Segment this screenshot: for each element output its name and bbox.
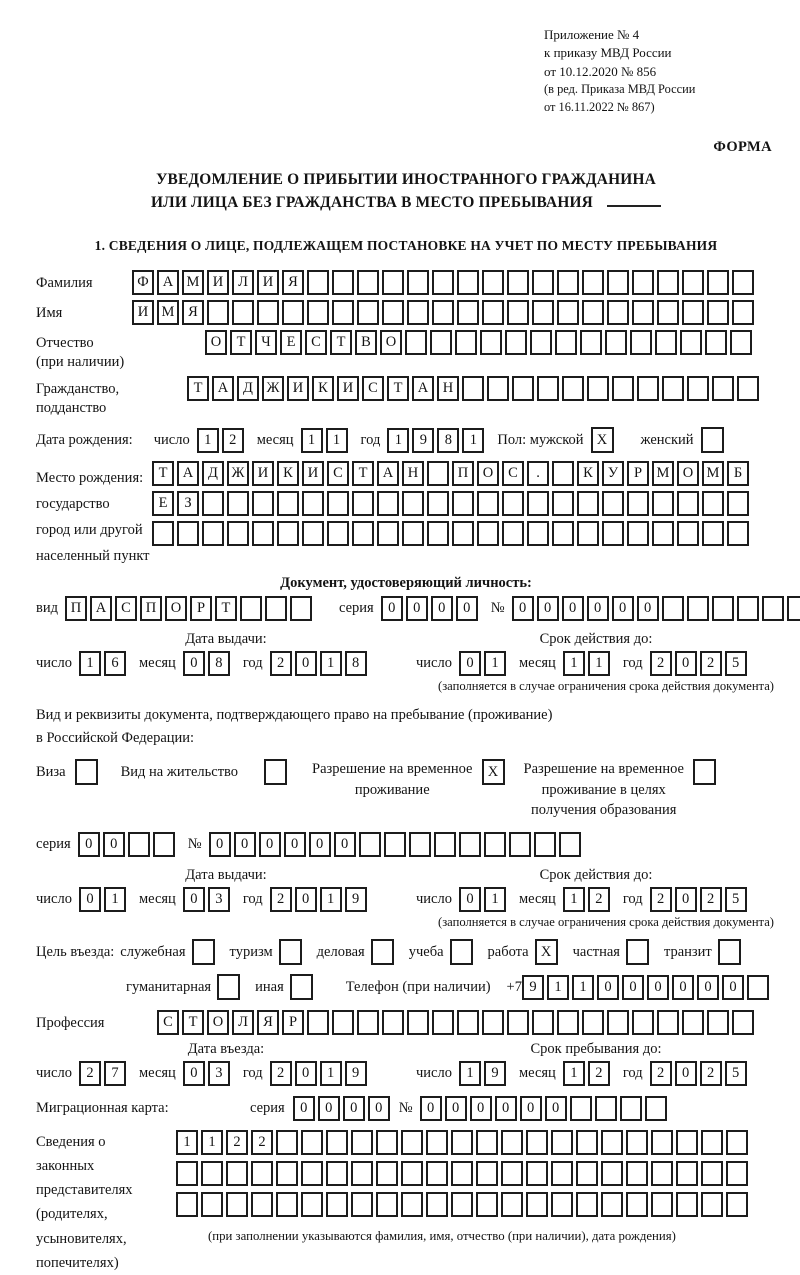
entry-year-input[interactable]: 2 0 1 9: [270, 1061, 370, 1086]
citizenship-row: [36, 376, 776, 418]
annex-subline: от 16.11.2022 № 867): [544, 99, 655, 114]
representatives-note: (при заполнении указываются фамилия, имя, отчество (при наличии), дата рождения): [208, 1229, 676, 1244]
year-label: год: [622, 654, 643, 671]
birth-month-input[interactable]: 1 1: [301, 428, 351, 453]
visa-checkbox[interactable]: [75, 759, 101, 785]
representatives-input-row1[interactable]: 1 1 2 2: [176, 1130, 776, 1155]
phone-label: Телефон (при наличии): [345, 978, 491, 995]
purpose-humanitarian: гуманитарная: [126, 974, 243, 1000]
purpose-tourism: туризм: [230, 939, 305, 965]
purpose-official-checkbox[interactable]: [192, 939, 218, 965]
year-label: год: [622, 891, 643, 908]
annex-subline: (в ред. Приказа МВД России: [544, 82, 696, 97]
entry-month-input[interactable]: 0 3: [183, 1061, 233, 1086]
page-title-line2: ИЛИ ЛИЦА БЕЗ ГРАЖДАНСТВА В МЕСТО ПРЕБЫВАНИЯ: [36, 191, 776, 214]
entry-day-input[interactable]: 2 7: [79, 1061, 129, 1086]
id-doc-issue-heading: Дата выдачи:: [185, 630, 267, 647]
id-doc-valid-col: [416, 631, 776, 676]
temp-residence-education-checkbox[interactable]: [693, 759, 719, 785]
section1-heading: 1. СВЕДЕНИЯ О ЛИЦЕ, ПОДЛЕЖАЩЕМ ПОСТАНОВКЕ НА УЧЕТ ПО МЕСТУ ПРЕБЫВАНИЯ: [94, 237, 718, 253]
month-label: месяц: [138, 1065, 176, 1082]
representatives-label: Сведения о законных представителях (родителях, усыновителях, попечителях): [36, 1134, 133, 1271]
birth-place-label: Место рождения: государство город или другой населенный пункт: [36, 470, 150, 565]
resid-doc-series-row: [36, 832, 776, 857]
id-doc-kind-label: вид: [36, 599, 58, 616]
day-label: число: [416, 654, 452, 671]
id-doc-valid-row: [416, 651, 776, 676]
blank-underline: [607, 194, 661, 207]
phone-prefix: +7: [506, 978, 522, 995]
purpose-official: служебная: [120, 939, 217, 965]
id-doc-kind-input[interactable]: П А С П О Р Т: [65, 596, 315, 621]
citizenship-input[interactable]: Т А Д Ж И К И С Т А Н: [187, 376, 762, 401]
month-label: месяц: [518, 1065, 556, 1082]
resid-doc-note: (заполняется в случае ограничения срока действия документа): [438, 915, 774, 930]
number-label: №: [490, 599, 505, 616]
profession-input[interactable]: С Т О Л Я Р: [157, 1010, 757, 1035]
day-label: число: [36, 654, 72, 671]
profession-label: Профессия: [36, 1015, 105, 1032]
id-issue-month-input[interactable]: 0 8: [183, 651, 233, 676]
purpose-other-checkbox[interactable]: [290, 974, 316, 1000]
representatives-rows: [176, 1130, 776, 1274]
purpose-tourism-checkbox[interactable]: [279, 939, 305, 965]
annex-line: Приложение № 4: [544, 27, 640, 42]
sex-female-label: женский: [640, 431, 694, 448]
page-title-line1: УВЕДОМЛЕНИЕ О ПРИБЫТИИ ИНОСТРАННОГО ГРАЖДАНИНА: [156, 170, 656, 188]
id-doc-dates: [36, 631, 776, 676]
birth-date-label: Дата рождения:: [36, 431, 133, 448]
profession-row: [36, 1010, 776, 1035]
resid-issue-month-input[interactable]: 0 3: [183, 887, 233, 912]
id-valid-month-input[interactable]: 1 1: [563, 651, 613, 676]
purpose-humanitarian-checkbox[interactable]: [217, 974, 243, 1000]
resid-doc-dates: [36, 867, 776, 912]
patronymic-row: [36, 330, 776, 372]
id-doc-series-input[interactable]: 0 0 0 0: [381, 596, 481, 621]
given-name-input[interactable]: И М Я: [132, 300, 757, 325]
birth-place-block: [36, 461, 776, 569]
purpose-row2: [126, 974, 776, 1000]
entry-stay-dates: [36, 1041, 776, 1086]
month-label: месяц: [138, 654, 176, 671]
month-label: месяц: [256, 431, 294, 448]
purpose-private: частная: [573, 939, 652, 965]
id-valid-day-input[interactable]: 0 1: [459, 651, 509, 676]
birth-day-input[interactable]: 1 2: [197, 428, 247, 453]
id-issue-day-input[interactable]: 1 6: [79, 651, 129, 676]
migration-series-input[interactable]: 0 0 0 0: [293, 1096, 393, 1121]
day-label: число: [416, 891, 452, 908]
purpose-work: работа X: [488, 939, 561, 965]
option-residence-permit: Вид на жительство: [121, 759, 290, 785]
sex-male-label: Пол: мужской: [497, 431, 584, 448]
resid-valid-row: [416, 887, 776, 912]
birth-year-input[interactable]: 1 9 8 1: [387, 428, 487, 453]
id-doc-kind-row: [36, 596, 776, 621]
resid-valid-day-input[interactable]: 0 1: [459, 887, 509, 912]
purpose-transit-checkbox[interactable]: [718, 939, 744, 965]
series-label: серия: [338, 599, 374, 616]
series-label: серия: [36, 836, 71, 853]
purpose-work-checkbox[interactable]: X: [535, 939, 561, 965]
migration-number-input[interactable]: 0 0 0 0 0 0: [420, 1096, 670, 1121]
sex-male-checkbox[interactable]: X: [591, 427, 617, 453]
migration-card-row: [36, 1096, 776, 1121]
option-temp-residence: Разрешение на временное проживание X: [312, 759, 507, 800]
birth-place-input-row3[interactable]: [152, 521, 752, 546]
stay-month-input[interactable]: 1 2: [563, 1061, 613, 1086]
annex-header: [544, 26, 776, 117]
given-name-label: Имя: [36, 304, 63, 321]
purpose-transit: транзит: [664, 939, 744, 965]
phone-input[interactable]: 9 1 1 0 0 0 0 0 0: [522, 975, 772, 1000]
purpose-label: Цель въезда:: [36, 943, 115, 960]
id-doc-issue-row: [36, 651, 416, 676]
annex-line: от 10.12.2020 № 856: [544, 63, 657, 79]
birth-date-row: [36, 427, 776, 453]
year-label: год: [242, 891, 263, 908]
year-label: год: [360, 431, 381, 448]
id-doc-valid-heading: Срок действия до:: [539, 630, 653, 647]
entry-row: [36, 1061, 416, 1086]
form-word-label: ФОРМА: [713, 138, 772, 155]
id-valid-year-input[interactable]: 2 0 2 5: [650, 651, 750, 676]
day-label: число: [36, 891, 72, 908]
resid-valid-year-input[interactable]: 2 0 2 5: [650, 887, 750, 912]
number-label: №: [187, 836, 202, 853]
birth-place-input-row1[interactable]: Т А Д Ж И К И С Т А Н П О С . К У Р М О М Б: [152, 461, 752, 486]
resid-valid-col: [416, 867, 776, 912]
stay-day-input[interactable]: 1 9: [459, 1061, 509, 1086]
resid-valid-heading: Срок действия до:: [539, 867, 653, 884]
id-doc-number-input[interactable]: 0 0 0 0 0 0: [512, 596, 800, 621]
id-issue-year-input[interactable]: 2 0 1 8: [270, 651, 370, 676]
patronymic-label: Отчество (при наличии): [36, 334, 125, 370]
day-label: число: [416, 1065, 452, 1082]
option-visa: Виза: [36, 759, 101, 785]
id-doc-issue-col: [36, 631, 416, 676]
resid-valid-month-input[interactable]: 1 2: [563, 887, 613, 912]
sex-female-checkbox[interactable]: [701, 427, 727, 453]
migration-card-label: Миграционная карта:: [36, 1100, 169, 1117]
annex-line: к приказу МВД России: [544, 45, 672, 61]
resid-issue-day-input[interactable]: 0 1: [79, 887, 129, 912]
month-label: месяц: [518, 891, 556, 908]
id-doc-note: (заполняется в случае ограничения срока действия документа): [438, 678, 774, 693]
entry-col: [36, 1041, 416, 1086]
residence-permit-checkbox[interactable]: [264, 759, 290, 785]
temp-residence-checkbox[interactable]: X: [482, 759, 508, 785]
resid-issue-heading: Дата выдачи:: [185, 867, 267, 884]
stay-year-input[interactable]: 2 0 2 5: [650, 1061, 750, 1086]
purpose-study: учеба: [409, 939, 476, 965]
year-label: год: [242, 1065, 263, 1082]
purpose-row1: [36, 939, 776, 965]
resid-issue-row: [36, 887, 416, 912]
resid-number-input[interactable]: 0 0 0 0 0 0: [209, 832, 584, 857]
citizenship-label: Гражданство, подданство: [36, 381, 120, 417]
number-label: №: [398, 1100, 413, 1117]
day-label: число: [153, 431, 190, 448]
day-label: число: [36, 1065, 72, 1082]
resid-issue-year-input[interactable]: 2 0 1 9: [270, 887, 370, 912]
patronymic-input[interactable]: О Т Ч Е С Т В О: [205, 330, 755, 355]
year-label: год: [242, 654, 263, 671]
month-label: месяц: [518, 654, 556, 671]
resid-series-input[interactable]: 0 0: [78, 832, 178, 857]
stay-row: [416, 1061, 776, 1086]
purpose-other: иная: [255, 974, 316, 1000]
given-name-row: [36, 300, 776, 325]
resid-doc-options: [36, 759, 776, 820]
resid-doc-intro: Вид и реквизиты документа, подтверждающего право на пребывание (проживание) в Российской Федерации:: [36, 706, 553, 747]
representatives-input-row2[interactable]: [176, 1161, 776, 1186]
stay-heading: Срок пребывания до:: [530, 1041, 662, 1058]
resid-issue-col: [36, 867, 416, 912]
purpose-business: деловая: [317, 939, 397, 965]
option-temp-residence-education: Разрешение на временное проживание в целях получения образования: [524, 759, 719, 820]
entry-heading: Дата въезда:: [187, 1041, 265, 1058]
month-label: месяц: [138, 891, 176, 908]
page-title: [36, 168, 776, 214]
representatives-input-row3[interactable]: [176, 1192, 776, 1217]
birth-place-input-row2[interactable]: Е З: [152, 491, 752, 516]
purpose-study-checkbox[interactable]: [450, 939, 476, 965]
purpose-private-checkbox[interactable]: [626, 939, 652, 965]
birth-place-rows: [152, 461, 752, 551]
representatives-block: [36, 1130, 776, 1274]
surname-input[interactable]: Ф А М И Л И Я: [132, 270, 757, 295]
id-doc-heading: Документ, удостоверяющий личность:: [280, 574, 532, 591]
surname-row: [36, 270, 776, 295]
year-label: год: [622, 1065, 643, 1082]
surname-label: Фамилия: [36, 274, 93, 291]
purpose-business-checkbox[interactable]: [371, 939, 397, 965]
stay-col: [416, 1041, 776, 1086]
series-label: серия: [250, 1100, 285, 1117]
